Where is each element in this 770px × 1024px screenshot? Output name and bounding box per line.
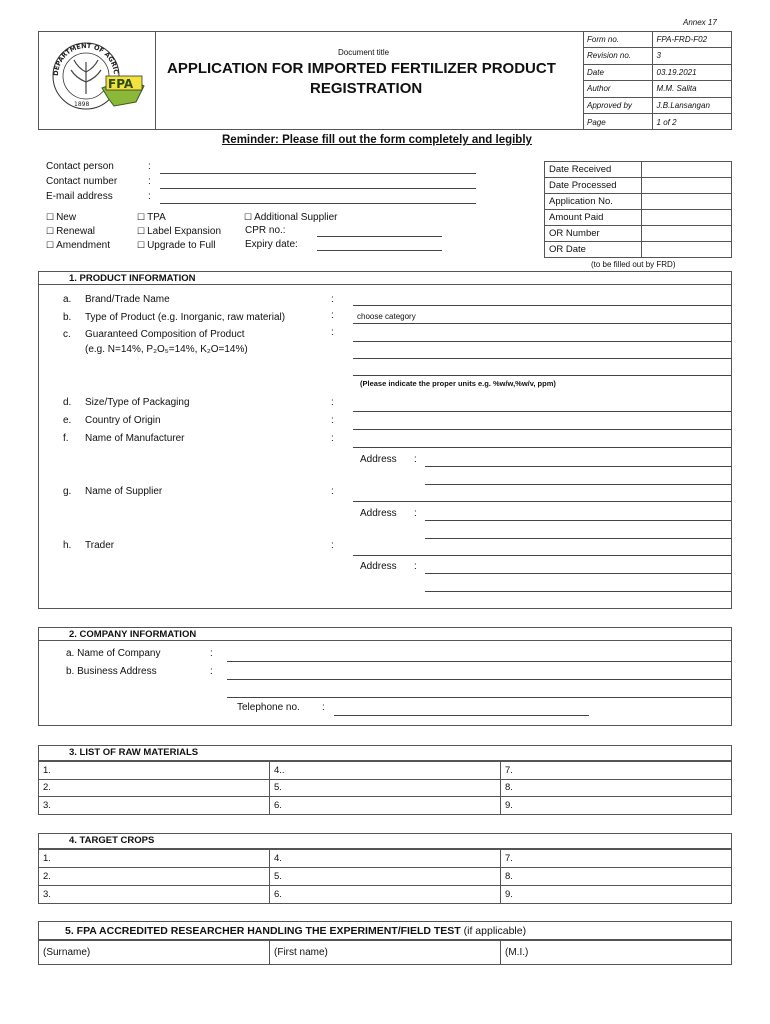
checkbox-renewal[interactable]: ☐ Renewal	[46, 225, 95, 238]
raw-material-7[interactable]: 7.	[501, 762, 732, 780]
form-title-line1: APPLICATION FOR IMPORTED FERTILIZER PRODUCT	[167, 60, 556, 77]
brand-name-label: Brand/Trade Name	[85, 294, 170, 305]
raw-material-8[interactable]: 8.	[501, 779, 732, 797]
brand-name-field[interactable]	[353, 305, 731, 306]
svg-text:1898: 1898	[74, 101, 90, 108]
target-crops-header: 4. TARGET CROPS	[38, 833, 732, 849]
raw-material-2[interactable]: 2.	[39, 779, 270, 797]
product-info-header: 1. PRODUCT INFORMATION	[38, 271, 732, 285]
product-type-select[interactable]: choose category	[357, 312, 416, 321]
target-crop-9[interactable]: 9.	[501, 886, 732, 904]
or-number-field[interactable]	[642, 226, 732, 242]
date-received-field[interactable]	[642, 162, 732, 178]
trader-address-field-2[interactable]	[425, 591, 731, 592]
raw-material-4[interactable]: 4..	[270, 762, 501, 780]
raw-materials-header: 3. LIST OF RAW MATERIALS	[38, 745, 732, 761]
manufacturer-field[interactable]	[353, 447, 731, 448]
email-field[interactable]	[160, 203, 476, 204]
telephone-label: Telephone no.	[237, 702, 300, 713]
email-label: E-mail address	[46, 191, 113, 202]
target-crop-6[interactable]: 6.	[270, 886, 501, 904]
raw-material-9[interactable]: 9.	[501, 797, 732, 815]
supplier-address-field-1[interactable]	[425, 520, 731, 521]
target-crop-8[interactable]: 8.	[501, 868, 732, 886]
expiry-date-field[interactable]	[317, 250, 442, 251]
svg-text:DEPARTMENT OF AGRICULTURE: DEPARTMENT OF AGRIC	[51, 41, 120, 77]
contact-person-field[interactable]	[160, 173, 476, 174]
office-use-note: (to be filled out by FRD)	[591, 260, 676, 269]
composition-example: (e.g. N=14%, P₂O₅=14%, K₂O=14%)	[85, 344, 248, 355]
reminder-text: Reminder: Please fill out the form completely and legibly	[222, 134, 532, 146]
document-title-label: Document title	[338, 48, 390, 57]
da-fpa-logo	[44, 38, 149, 120]
supplier-address-field-2[interactable]	[425, 538, 731, 539]
researcher-header: 5. FPA ACCREDITED RESEARCHER HANDLING THE EXPERIMENT/FIELD TEST (if applicable)	[38, 921, 732, 940]
researcher-first-name-field[interactable]: (First name)	[270, 941, 501, 965]
manufacturer-address-field-2[interactable]	[425, 484, 731, 485]
trader-address-label: Address	[360, 561, 397, 572]
trader-label: Trader	[85, 540, 115, 551]
raw-materials-table	[38, 761, 732, 815]
application-no-field[interactable]	[642, 194, 732, 210]
or-date-field[interactable]	[642, 242, 732, 258]
product-type-label: Type of Product (e.g. Inorganic, raw material)	[85, 312, 286, 323]
company-info-header: 2. COMPANY INFORMATION	[38, 627, 732, 641]
country-of-origin-label: Country of Origin	[85, 415, 161, 426]
trader-field[interactable]	[353, 555, 731, 556]
composition-field-2[interactable]	[353, 358, 731, 359]
target-crop-1[interactable]: 1.	[39, 850, 270, 868]
date-processed-field[interactable]	[642, 178, 732, 194]
packaging-label: Size/Type of Packaging	[85, 397, 190, 408]
telephone-field[interactable]	[334, 715, 589, 716]
annex-label: Annex 17	[683, 18, 717, 27]
contact-number-field[interactable]	[160, 188, 476, 189]
expiry-date-label: Expiry date:	[245, 239, 298, 250]
business-address-label: b. Business Address	[66, 666, 157, 677]
checkbox-amendment[interactable]: ☐ Amendment	[46, 239, 110, 252]
manufacturer-address-field-1[interactable]	[425, 466, 731, 467]
target-crop-7[interactable]: 7.	[501, 850, 732, 868]
business-address-field-2[interactable]	[227, 697, 731, 698]
supplier-address-label: Address	[360, 508, 397, 519]
raw-material-1[interactable]: 1.	[39, 762, 270, 780]
company-name-label: a. Name of Company	[66, 648, 161, 659]
document-info-table: Form no. FPA-FRD-F02 Revision no. 3 Date 03.19.2021 Author M.M. Salita Approved by J.B.Lansangan Page 1 of 2	[583, 31, 732, 130]
amount-paid-field[interactable]	[642, 210, 732, 226]
raw-material-3[interactable]: 3.	[39, 797, 270, 815]
checkbox-upgrade-to-full[interactable]: ☐ Upgrade to Full	[137, 239, 215, 252]
researcher-surname-field[interactable]: (Surname)	[39, 941, 270, 965]
company-name-field[interactable]	[227, 661, 731, 662]
composition-label: Guaranteed Composition of Product	[85, 329, 245, 340]
target-crop-2[interactable]: 2.	[39, 868, 270, 886]
contact-person-label: Contact person	[46, 161, 114, 172]
supplier-field[interactable]	[353, 501, 731, 502]
target-crop-3[interactable]: 3.	[39, 886, 270, 904]
target-crops-table	[38, 849, 732, 904]
target-crop-5[interactable]: 5.	[270, 868, 501, 886]
researcher-mi-field[interactable]: (M.I.)	[501, 941, 732, 965]
checkbox-new[interactable]: ☐ New	[46, 211, 76, 224]
trader-address-field-1[interactable]	[425, 573, 731, 574]
manufacturer-label: Name of Manufacturer	[85, 433, 185, 444]
packaging-field[interactable]	[353, 411, 731, 412]
supplier-label: Name of Supplier	[85, 486, 163, 497]
business-address-field-1[interactable]	[227, 679, 731, 680]
checkbox-tpa[interactable]: ☐ TPA	[137, 211, 166, 224]
raw-material-5[interactable]: 5.	[270, 779, 501, 797]
cpr-no-label: CPR no.:	[245, 225, 286, 236]
cpr-no-field[interactable]	[317, 236, 442, 237]
researcher-table	[38, 940, 732, 965]
raw-material-6[interactable]: 6.	[270, 797, 501, 815]
form-title-line2: REGISTRATION	[310, 80, 423, 97]
svg-text:FPA: FPA	[108, 77, 134, 91]
target-crop-4[interactable]: 4.	[270, 850, 501, 868]
checkbox-additional-supplier[interactable]: ☐ Additional Supplier	[244, 211, 337, 224]
composition-field-1[interactable]	[353, 341, 731, 342]
manufacturer-address-label: Address	[360, 454, 397, 465]
checkbox-label-expansion[interactable]: ☐ Label Expansion	[137, 225, 221, 238]
country-of-origin-field[interactable]	[353, 429, 731, 430]
composition-field-3[interactable]	[353, 375, 731, 376]
contact-number-label: Contact number	[46, 176, 118, 187]
office-use-table: Date Received Date Processed Application No. Amount Paid OR Number OR Date	[544, 161, 732, 258]
units-note: (Please indicate the proper units e.g. %w/w,%w/v, ppm)	[360, 379, 556, 388]
